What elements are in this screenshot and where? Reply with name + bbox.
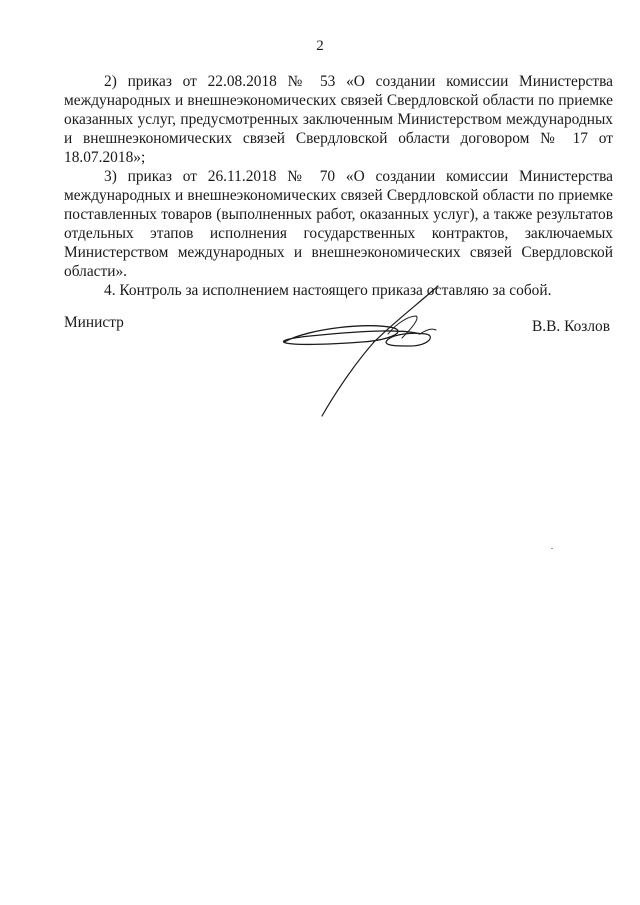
- signature-block: [0, 300, 640, 430]
- paragraph-item-2: 2) приказ от 22.08.2018 № 53 «О создании комиссии Министерства международных и внешнеэкономических связей Свердловской области по приемке оказанных услуг, предусмотренных заключенным Министерством международных и внешнеэкономических связей Свердловской области договором № 17 от 18.07.2018»;: [64, 73, 613, 166]
- signatory-title: Министр: [64, 314, 124, 331]
- scan-speck: [551, 548, 553, 549]
- signatory-name: В.В. Козлов: [532, 318, 610, 335]
- paragraph-item-4: 4. Контроль за исполнением настоящего приказа оставляю за собой.: [104, 282, 552, 299]
- paragraph-item-3: 3) приказ от 26.11.2018 № 70 «О создании комиссии Министерства международных и внешнеэкономических связей Свердловской области по приемке поставленных товаров (выполненных работ, оказанных услуг), а также результатов отдельных этапов исполнения государственных контрактов, заключаемых Министерством международных и внешнеэкономических связей Свердловской области».: [64, 168, 613, 280]
- handwritten-signature: [270, 276, 460, 422]
- document-body: [64, 72, 613, 300]
- page-number: 2: [316, 38, 324, 54]
